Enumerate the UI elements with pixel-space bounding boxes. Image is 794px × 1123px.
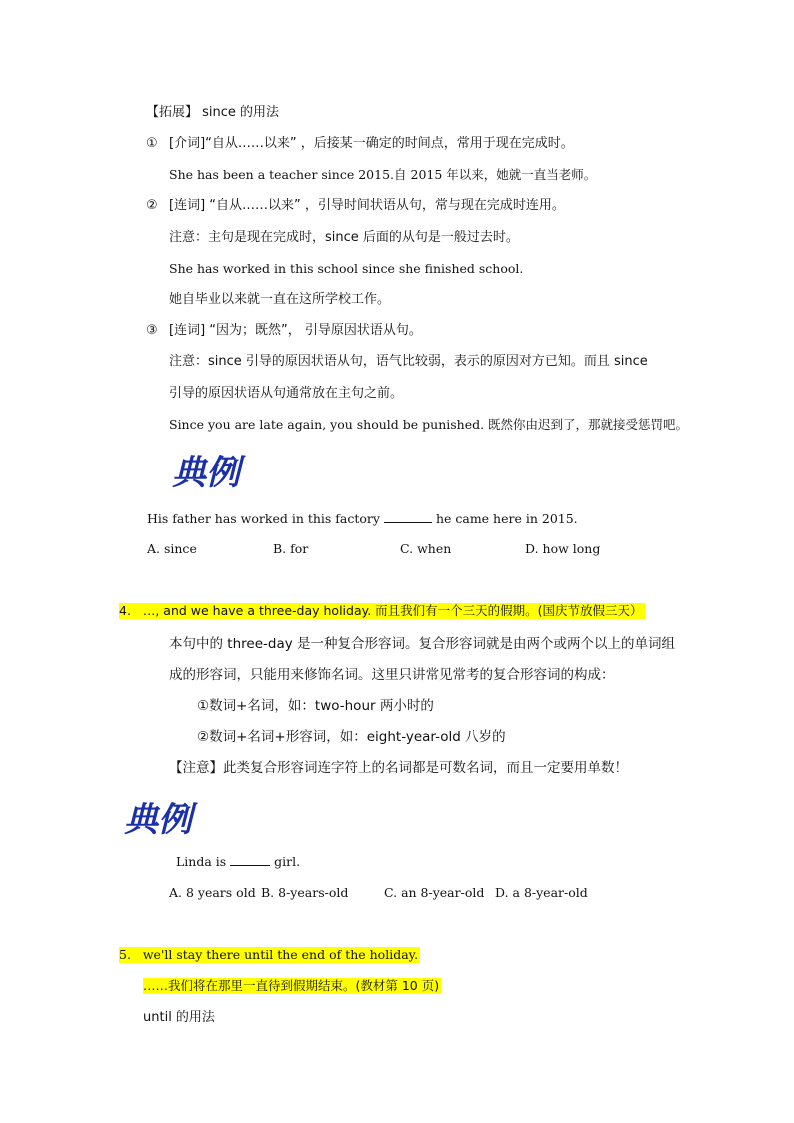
section5-text: we'll stay there until the end of the holiday. [142,947,419,962]
example1-answer-blank[interactable] [384,510,432,523]
section4-sentence [119,603,645,619]
section5-translation: ……我们将在那里一直待到假期结束。(教材第 10 页) [143,978,440,993]
section4-note: 【注意】此类复合形容词连字符上的名词都是可数名词，而且一定要用单数！ [169,760,628,776]
section4-line-2: 成的形容词，只能用来修饰名词。这里只讲常见常考的复合形容词的构成： [169,667,615,683]
section5-footer: until 的用法 [143,1010,215,1025]
item-3-number: ③ [146,323,158,338]
example2-question-after: girl. [274,854,301,869]
item-1-text: [介词]“自从……以来” ，后接某一确定的时间点，常用于现在完成时。 [169,136,574,151]
item-2-text: [连词] “自从……以来” ，引导时间状语从句，常与现在完成时连用。 [169,198,565,213]
example2-option-d[interactable]: D. a 8-year-old [495,885,588,900]
example2-question [176,853,300,870]
example1-option-b[interactable]: B. for [273,541,309,556]
section4-rule-1: ①数词+名词，如：two-hour 两小时的 [197,698,434,714]
section4-text: …, and we have a three-day holiday. 而且我们有一个三天的假期。(国庆节放假三天） [142,603,643,618]
example2-option-b[interactable]: B. 8-years-old [261,885,349,900]
example2-option-a[interactable]: A. 8 years old [169,885,256,900]
example1-question-after: he came here in 2015. [435,511,578,526]
example1-question-before: His father has worked in this factory [147,511,380,526]
example2-question-before: Linda is [176,854,227,869]
example1-option-c[interactable]: C. when [400,541,452,556]
example2-option-c[interactable]: C. an 8-year-old [384,885,485,900]
item-2-note: 注意：主句是现在完成时，since 后面的从句是一般过去时。 [169,230,519,245]
item-2-translation: 她自毕业以来就一直在这所学校工作。 [169,292,391,307]
item-3-note-line1: 注意：since 引导的原因状语从句，语气比较弱，表示的原因对方已知。而且 since [169,354,648,369]
svg-text:典例: 典例 [172,453,240,492]
example2-answer-blank[interactable] [230,853,270,866]
example-stamp-icon [122,797,198,843]
item-3-note-line2: 引导的原因状语从句通常放在主句之前。 [169,386,404,401]
section4-rule-2: ②数词+名词+形容词，如：eight-year-old 八岁的 [197,729,506,745]
item-2-number: ② [146,198,158,213]
item-1-example: She has been a teacher since 2015.自 2015 年以来，她就一直当老师。 [169,167,597,182]
item-3-example: Since you are late again, you should be punished. 既然你由迟到了，那就接受惩罚吧。 [169,417,689,432]
item-3-text: [连词] “因为；既然”， 引导原因状语从句。 [169,323,422,338]
extension-heading: 【拓展】 since 的用法 [146,105,280,120]
section4-number: 4. [119,603,131,618]
item-1-number: ① [146,136,158,151]
example-stamp-icon [170,450,246,496]
example1-option-a[interactable]: A. since [147,541,197,556]
svg-text:典例: 典例 [124,800,192,839]
example1-question [147,510,578,527]
item-2-example: She has worked in this school since she finished school. [169,261,524,276]
section4-line-1: 本句中的 three-day 是一种复合形容词。复合形容词就是由两个或两个以上的单词组 [169,636,675,652]
section5-sentence [119,947,420,963]
example1-option-d[interactable]: D. how long [525,541,601,556]
section5-number: 5. [119,947,131,962]
